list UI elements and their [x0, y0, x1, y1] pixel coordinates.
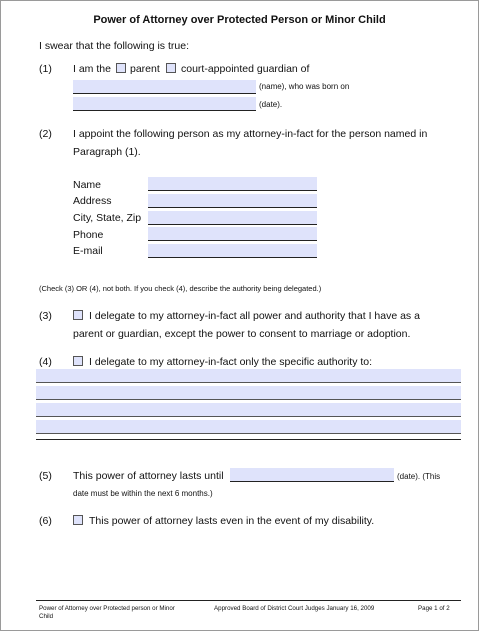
p6-text: This power of attorney lasts even in the event of my disability.	[89, 515, 375, 527]
p4-line1: I delegate to my attorney-in-fact only the specific authority to:	[89, 356, 373, 368]
authority-field-line-4[interactable]	[36, 420, 461, 434]
attorney-phone-field[interactable]	[148, 227, 317, 241]
phone-label: Phone	[73, 229, 104, 241]
guardian-label: court-appointed guardian of	[181, 63, 310, 75]
footer-page-number: Page 1 of 2	[418, 605, 450, 612]
p5-suffix: (date). (This	[397, 472, 441, 481]
child-name-field[interactable]	[73, 80, 256, 94]
parent-checkbox[interactable]	[116, 63, 126, 73]
attorney-address-field[interactable]	[148, 194, 317, 208]
authority-field-bottom-rule	[36, 439, 461, 440]
p5-text: This power of attorney lasts until	[73, 470, 224, 482]
authority-field-line-1[interactable]	[36, 369, 461, 383]
footer-form-title-line1: Power of Attorney over Protected person or Minor	[39, 605, 175, 612]
p4-number: (4)	[39, 356, 52, 368]
name-label: Name	[73, 179, 102, 191]
check-instruction: (Check (3) OR (4), not both. If you check (4), describe the authority being delegated.)	[39, 284, 322, 293]
p3-number: (3)	[39, 310, 52, 322]
p1-i-am-the: I am the	[73, 63, 111, 75]
footer-rule	[36, 600, 461, 601]
p5-note: date must be within the next 6 months.)	[73, 489, 213, 498]
parent-label: parent	[130, 63, 160, 75]
attorney-name-field[interactable]	[148, 177, 317, 191]
footer-form-title-line2: Child	[39, 613, 54, 620]
expiration-date-field[interactable]	[230, 468, 394, 482]
authority-field-line-2[interactable]	[36, 386, 461, 400]
footer-approval: Approved Board of District Court Judges January 16, 2009	[214, 605, 375, 612]
birth-date-field[interactable]	[73, 97, 256, 111]
p6-checkbox[interactable]	[73, 515, 83, 525]
p4-checkbox[interactable]	[73, 356, 83, 366]
name-suffix: (name), who was born on	[259, 82, 350, 91]
p3-line1: I delegate to my attorney-in-fact all power and authority that I have as a	[89, 310, 420, 322]
p2-line2: Paragraph (1).	[73, 146, 141, 158]
p2-line1: I appoint the following person as my attorney-in-fact for the person named in	[73, 128, 428, 140]
p3-checkbox[interactable]	[73, 310, 83, 320]
address-label: Address	[73, 195, 112, 207]
attorney-city-state-zip-field[interactable]	[148, 211, 317, 225]
guardian-checkbox[interactable]	[166, 63, 176, 73]
p6-number: (6)	[39, 515, 52, 527]
date-suffix: (date).	[259, 100, 283, 109]
intro-text: I swear that the following is true:	[39, 40, 189, 52]
p5-number: (5)	[39, 470, 52, 482]
attorney-email-field[interactable]	[148, 244, 317, 258]
p1-number: (1)	[39, 63, 52, 75]
email-label: E-mail	[73, 245, 103, 257]
p2-number: (2)	[39, 128, 52, 140]
p3-line2: parent or guardian, except the power to consent to marriage or adoption.	[73, 328, 411, 340]
city-state-zip-label: City, State, Zip	[73, 212, 142, 224]
page-title: Power of Attorney over Protected Person or Minor Child	[93, 14, 386, 26]
authority-field-line-3[interactable]	[36, 403, 461, 417]
